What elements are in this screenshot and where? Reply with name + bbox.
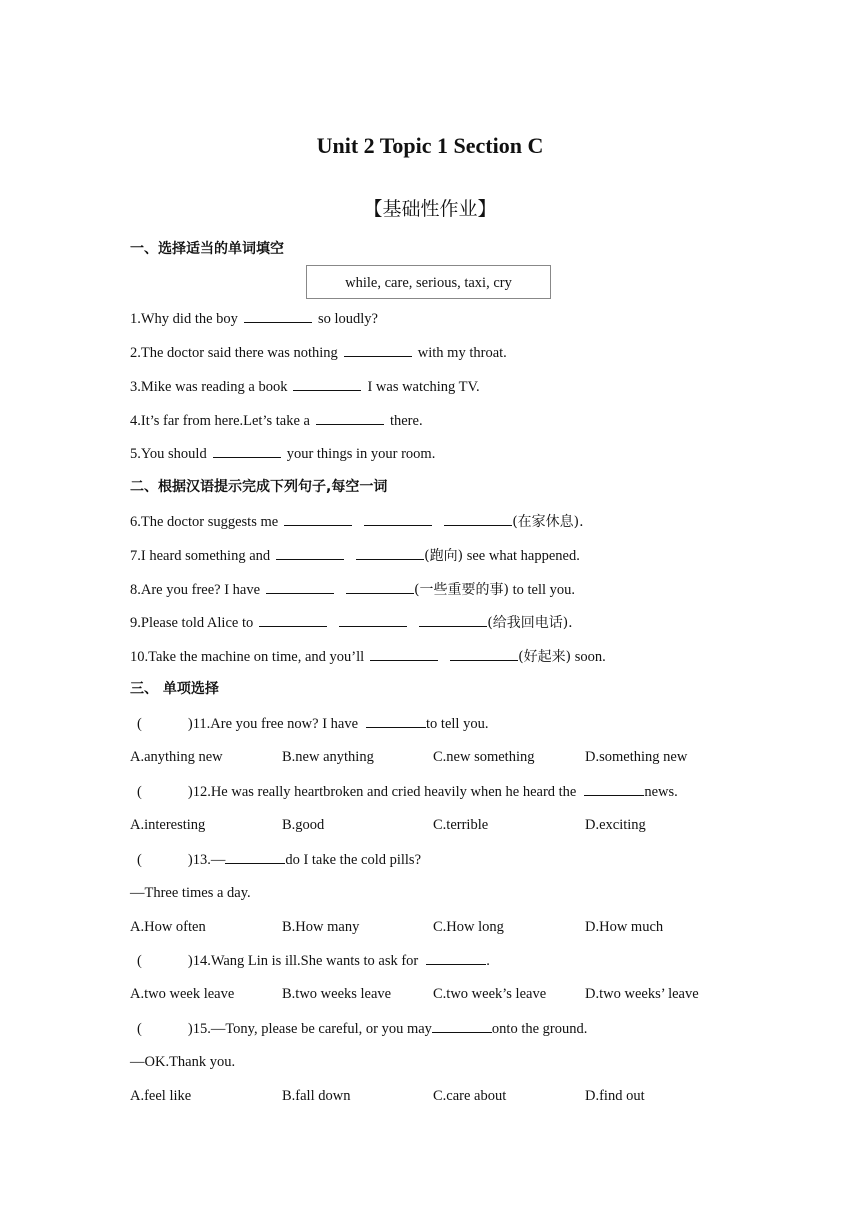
s1-item-1: 1.Why did the boy so loudly? — [130, 308, 378, 329]
s2-item-8: 8.Are you free? I have (一些重要的事) to tell you. — [130, 579, 575, 600]
fill-blank[interactable] — [344, 342, 412, 357]
section2-heading: 二、根据汉语提示完成下列句子,每空一词 — [130, 479, 388, 495]
mc-question-12: ( )12.He was really heartbroken and cried heavily when he heard the news. — [137, 781, 678, 802]
option-a[interactable]: A.How often — [130, 919, 206, 935]
option-c[interactable]: C.terrible — [433, 817, 489, 833]
s2-item-7: 7.I heard something and (跑向) see what happened. — [130, 545, 580, 566]
option-c[interactable]: C.How long — [433, 919, 504, 935]
mc-answer-line-15: —OK.Thank you. — [130, 1054, 236, 1070]
word-box: while, care, serious, taxi, cry — [306, 265, 551, 299]
page-subtitle: 【基础性作业】 — [363, 198, 497, 220]
mc-options-11 — [130, 747, 730, 767]
mc-answer-line-13: —Three times a day. — [130, 885, 251, 901]
s1-item-5: 5.You should your things in your room. — [130, 443, 435, 464]
mc-question-14: ( )14.Wang Lin is ill.She wants to ask for . — [137, 950, 490, 971]
mc-question-15: ( )15.—Tony, please be careful, or you may onto the ground. — [137, 1018, 587, 1039]
mc-question-13: ( )13.— do I take the cold pills? — [137, 849, 421, 870]
fill-blank[interactable] — [244, 308, 312, 323]
option-b[interactable]: B.two weeks leave — [282, 986, 392, 1002]
option-a[interactable]: A.feel like — [130, 1088, 192, 1104]
mc-options-13 — [130, 917, 730, 937]
page-title: Unit 2 Topic 1 Section C — [316, 133, 544, 158]
option-c[interactable]: C.care about — [433, 1088, 507, 1104]
option-d[interactable]: D.find out — [585, 1088, 645, 1104]
fill-blank[interactable] — [346, 579, 414, 594]
fill-blank[interactable] — [339, 612, 407, 627]
option-c[interactable]: C.two week’s leave — [433, 986, 547, 1002]
fill-blank[interactable] — [276, 545, 344, 560]
s2-item-10: 10.Take the machine on time, and you’ll (好起来) soon. — [130, 646, 606, 667]
fill-blank — [225, 849, 285, 864]
mc-options-14 — [130, 984, 730, 1004]
option-d[interactable]: D.How much — [585, 919, 664, 935]
section1-heading: 一、选择适当的单词填空 — [130, 241, 284, 257]
mc-question-11: ( )11.Are you free now? I have to tell you. — [137, 713, 488, 734]
fill-blank[interactable] — [356, 545, 424, 560]
s1-item-3: 3.Mike was reading a book I was watching TV. — [130, 376, 480, 397]
option-d[interactable]: D.something new — [585, 749, 688, 765]
fill-blank[interactable] — [370, 646, 438, 661]
fill-blank — [366, 713, 426, 728]
option-c[interactable]: C.new something — [433, 749, 535, 765]
fill-blank[interactable] — [450, 646, 518, 661]
option-b[interactable]: B.fall down — [282, 1088, 351, 1104]
option-b[interactable]: B.good — [282, 817, 325, 833]
s2-item-6: 6.The doctor suggests me (在家休息). — [130, 511, 584, 532]
fill-blank[interactable] — [364, 511, 432, 526]
mc-options-12 — [130, 815, 730, 835]
s1-item-4: 4.It’s far from here.Let’s take a there. — [130, 410, 423, 431]
fill-blank[interactable] — [259, 612, 327, 627]
fill-blank[interactable] — [316, 410, 384, 425]
fill-blank — [584, 781, 644, 796]
fill-blank — [426, 950, 486, 965]
option-a[interactable]: A.anything new — [130, 749, 223, 765]
fill-blank[interactable] — [266, 579, 334, 594]
fill-blank[interactable] — [284, 511, 352, 526]
fill-blank[interactable] — [419, 612, 487, 627]
option-d[interactable]: D.two weeks’ leave — [585, 986, 699, 1002]
fill-blank — [432, 1018, 492, 1033]
section3-heading: 三、 单项选择 — [130, 681, 219, 697]
fill-blank[interactable] — [213, 443, 281, 458]
s1-item-2: 2.The doctor said there was nothing with my throat. — [130, 342, 507, 363]
fill-blank[interactable] — [293, 376, 361, 391]
fill-blank[interactable] — [444, 511, 512, 526]
option-b[interactable]: B.new anything — [282, 749, 374, 765]
s2-item-9: 9.Please told Alice to (给我回电话). — [130, 612, 573, 633]
option-a[interactable]: A.interesting — [130, 817, 206, 833]
option-b[interactable]: B.How many — [282, 919, 360, 935]
mc-options-15 — [130, 1086, 730, 1106]
option-d[interactable]: D.exciting — [585, 817, 646, 833]
option-a[interactable]: A.two week leave — [130, 986, 235, 1002]
